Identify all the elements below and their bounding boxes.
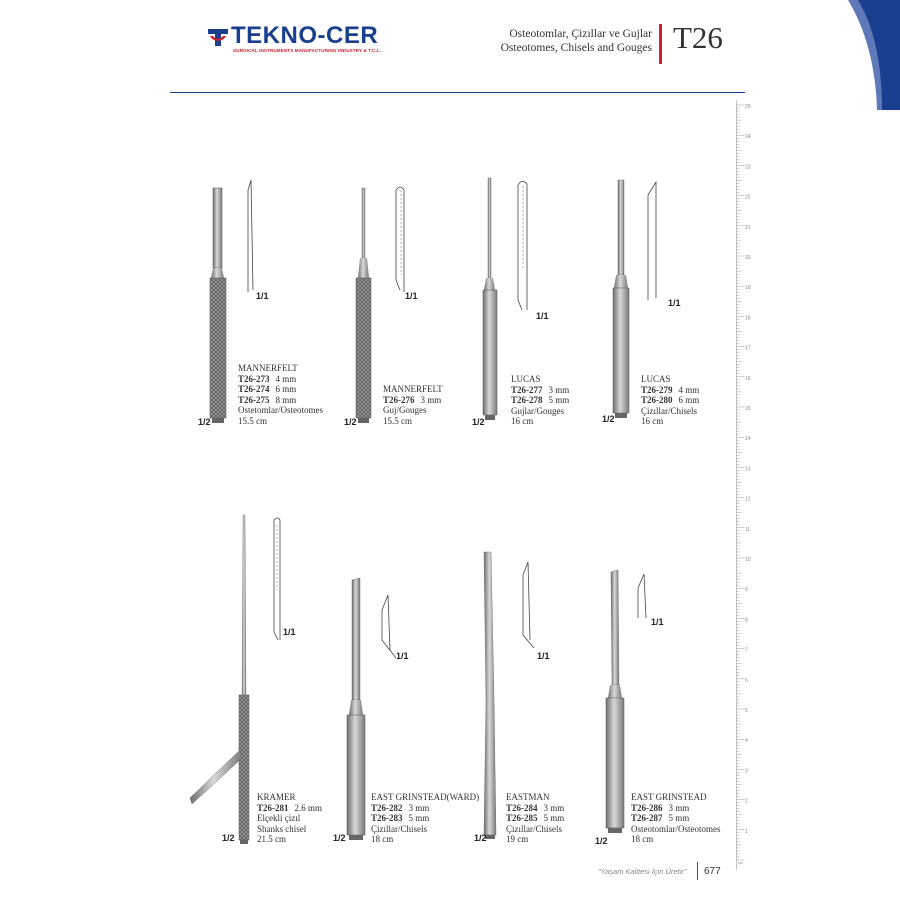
product-description-en: Shanks chisel bbox=[257, 823, 307, 834]
product-row bbox=[238, 395, 323, 406]
scale-tip-7: 1/1 bbox=[537, 651, 550, 661]
section-code: T26 bbox=[673, 20, 723, 55]
product-row bbox=[238, 384, 323, 395]
product-code: T26-283 bbox=[371, 813, 403, 823]
product-code: T26-282 bbox=[371, 802, 403, 813]
ruler-label: 10 bbox=[745, 557, 751, 563]
page-number: 677 bbox=[704, 866, 721, 877]
product-name: EASTMAN bbox=[506, 792, 550, 802]
product-row bbox=[238, 374, 323, 385]
product-code: T26-281 bbox=[257, 802, 289, 813]
ruler-label: 3 bbox=[745, 768, 748, 775]
tekno-cer-logo-icon bbox=[205, 24, 231, 50]
footer-slogan: "Yaşam Kalitesi İçin Üretir" bbox=[598, 867, 687, 876]
ruler-label: 12 bbox=[745, 496, 751, 503]
product-length: 16 cm bbox=[641, 416, 664, 426]
product-description: Osteotomlar/Osteotomes bbox=[631, 823, 721, 834]
ruler-label: 13 bbox=[745, 466, 751, 473]
product-label-east-grinstead bbox=[631, 792, 721, 845]
header-title-block bbox=[501, 27, 652, 55]
ruler-label: 24 bbox=[745, 134, 751, 141]
ruler-label: 14 bbox=[745, 436, 751, 443]
ruler-label: 17 bbox=[745, 345, 751, 352]
ruler-label: 23 bbox=[745, 164, 751, 171]
scale-handle-3: 1/2 bbox=[472, 417, 485, 427]
product-code: T26-279 bbox=[641, 384, 673, 395]
header-divider bbox=[659, 24, 662, 64]
centimeter-ruler bbox=[736, 100, 752, 870]
product-row bbox=[511, 385, 569, 396]
product-code: T26-287 bbox=[631, 813, 663, 823]
product-name: MANNERFELT bbox=[383, 384, 443, 394]
product-description: Guj/Gouges bbox=[383, 405, 427, 415]
ruler-label: 16 bbox=[745, 375, 751, 382]
product-label-mannerfelt-osteotome bbox=[238, 363, 323, 426]
ruler-label: 15 bbox=[745, 406, 751, 412]
product-length: 15.5 cm bbox=[238, 415, 267, 426]
header-rule bbox=[170, 92, 745, 93]
product-length: 18 cm bbox=[631, 834, 654, 844]
product-size: 3 mm bbox=[668, 802, 690, 813]
product-length: 19 cm bbox=[506, 834, 529, 844]
product-description: Çizıllar/Chisels bbox=[371, 823, 427, 834]
ruler-label: 11 bbox=[745, 526, 751, 533]
product-description: Çizıllar/Chisels bbox=[641, 405, 697, 416]
scale-handle-4: 1/2 bbox=[602, 414, 615, 424]
product-code: T26-286 bbox=[631, 802, 663, 813]
scale-tip-1: 1/1 bbox=[256, 291, 269, 301]
product-label-kramer bbox=[257, 792, 322, 845]
product-name: LUCAS bbox=[511, 374, 541, 384]
ruler-label: 8 bbox=[745, 617, 748, 624]
product-code: T26-280 bbox=[641, 395, 673, 405]
footer-divider bbox=[697, 862, 698, 880]
product-row bbox=[383, 395, 443, 406]
product-size: 3 mm bbox=[420, 394, 442, 405]
ruler-label: 1 bbox=[745, 828, 748, 835]
scale-handle-7: 1/2 bbox=[474, 833, 487, 843]
product-name: LUCAS bbox=[641, 374, 671, 384]
product-row bbox=[371, 803, 479, 814]
product-description: Elçekli çizıl bbox=[257, 813, 301, 823]
instrument-illustrations bbox=[170, 170, 730, 860]
product-size: 3 mm bbox=[408, 802, 430, 813]
ruler-label: 5 bbox=[745, 708, 748, 714]
product-code: T26-275 bbox=[238, 394, 270, 405]
ruler-label: 4 bbox=[745, 738, 748, 745]
scale-tip-2: 1/1 bbox=[405, 291, 418, 301]
product-size: 2.6 mm bbox=[294, 802, 323, 813]
product-label-east-grinstead-ward bbox=[371, 792, 479, 845]
product-label-eastman bbox=[506, 792, 564, 845]
brand-subtitle: SURGICAL INSTRUMENTS MANUFACTURING INDUSTRY & T.C.L. bbox=[233, 48, 382, 53]
product-length: 18 cm bbox=[371, 834, 394, 844]
corner-swoosh-decoration bbox=[740, 0, 900, 110]
ruler-label: 2 bbox=[745, 798, 748, 805]
scale-tip-5: 1/1 bbox=[283, 627, 296, 637]
ruler-label: 9 bbox=[745, 587, 748, 594]
ruler-label: 20 bbox=[745, 255, 751, 261]
product-row bbox=[631, 803, 721, 814]
product-size: 5 mm bbox=[668, 813, 690, 823]
scale-handle-1: 1/2 bbox=[198, 417, 211, 427]
product-row bbox=[641, 395, 699, 406]
product-row bbox=[257, 803, 322, 814]
scale-tip-3: 1/1 bbox=[536, 311, 549, 321]
product-code: T26-273 bbox=[238, 373, 270, 384]
product-row bbox=[506, 803, 564, 814]
product-label-lucas-chisel bbox=[641, 374, 699, 427]
product-name: EAST GRINSTEAD bbox=[631, 792, 707, 802]
product-label-mannerfelt-gouge bbox=[383, 384, 443, 426]
ruler-label: 7 bbox=[745, 647, 748, 654]
product-code: T26-284 bbox=[506, 802, 538, 813]
ruler-label: 18 bbox=[745, 315, 751, 322]
product-row bbox=[511, 395, 569, 406]
product-size: 8 mm bbox=[275, 394, 297, 405]
scale-tip-8: 1/1 bbox=[651, 617, 664, 627]
product-row bbox=[631, 813, 721, 824]
scale-tip-4: 1/1 bbox=[668, 298, 681, 308]
product-size: 6 mm bbox=[678, 395, 700, 405]
product-size: 5 mm bbox=[548, 395, 570, 405]
header-title-tr: Osteotomlar, Çizıllar ve Gujlar bbox=[509, 28, 652, 40]
product-size: 3 mm bbox=[548, 384, 570, 395]
ruler-label: 25 bbox=[745, 104, 751, 110]
scale-tip-6: 1/1 bbox=[396, 651, 409, 661]
scale-handle-6: 1/2 bbox=[333, 833, 346, 843]
product-size: 5 mm bbox=[543, 813, 565, 823]
ruler-unit: cm bbox=[738, 860, 744, 865]
product-label-lucas-gouge bbox=[511, 374, 569, 427]
product-code: T26-285 bbox=[506, 813, 538, 823]
product-size: 4 mm bbox=[678, 384, 700, 395]
product-length: 16 cm bbox=[511, 416, 534, 426]
scale-handle-8: 1/2 bbox=[595, 836, 608, 846]
product-description: Ostetomlar/Osteotomes bbox=[238, 405, 323, 415]
product-length: 15.5 cm bbox=[383, 415, 412, 426]
product-length: 21.5 cm bbox=[257, 834, 286, 844]
ruler-label: 19 bbox=[745, 285, 751, 292]
product-code: T26-276 bbox=[383, 394, 415, 405]
scale-handle-2: 1/2 bbox=[344, 417, 357, 427]
product-description: Çizıllar/Chisels bbox=[506, 823, 562, 834]
product-code: T26-278 bbox=[511, 395, 543, 405]
product-row bbox=[371, 813, 479, 824]
product-description: Gujlar/Gouges bbox=[511, 405, 564, 416]
product-code: T26-274 bbox=[238, 384, 270, 394]
product-name: KRAMER bbox=[257, 792, 296, 802]
product-row bbox=[641, 385, 699, 396]
header-title-en: Osteotomes, Chisels and Gouges bbox=[500, 42, 652, 54]
product-size: 4 mm bbox=[275, 373, 297, 384]
product-size: 3 mm bbox=[543, 802, 565, 813]
scale-handle-5: 1/2 bbox=[222, 833, 235, 843]
brand-name: TEKNO-CER bbox=[231, 22, 379, 49]
product-name: EAST GRINSTEAD(WARD) bbox=[371, 792, 480, 802]
ruler-label: 21 bbox=[745, 224, 751, 231]
product-code: T26-277 bbox=[511, 384, 543, 395]
product-size: 5 mm bbox=[408, 813, 430, 823]
ruler-label: 6 bbox=[745, 677, 748, 684]
ruler-label: 22 bbox=[745, 194, 751, 201]
product-row bbox=[506, 813, 564, 824]
product-size: 6 mm bbox=[275, 384, 297, 394]
product-name: MANNERFELT bbox=[238, 363, 298, 373]
